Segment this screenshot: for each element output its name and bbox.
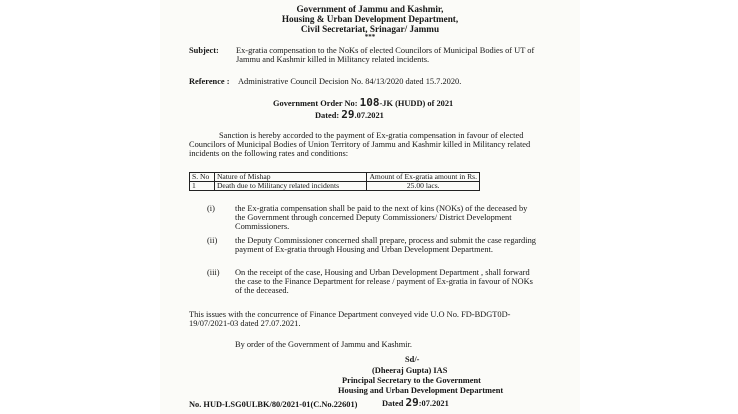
reference-text: Administrative Council Decision No. 84/13/2020 dated 15.7.2020. xyxy=(238,77,462,86)
footer-dated-label: Dated xyxy=(382,399,404,408)
condition-1-number: (i) xyxy=(207,204,215,213)
order-date-rest: .07.2021 xyxy=(354,111,384,120)
by-order-line: By order of the Government of Jammu and Kashmir. xyxy=(235,340,412,349)
table-row xyxy=(190,182,480,191)
signatory-title-1: Principal Secretary to the Government xyxy=(342,376,481,385)
footer-reference-number: No. HUD-LSG0ULBK/80/2021-01(C.No.22601) xyxy=(189,400,358,409)
subject-label: Subject: xyxy=(189,46,219,55)
order-date-handwritten: 29 xyxy=(341,108,355,121)
concurrence-paragraph: This issues with the concurrence of Finance Department conveyed vide U.O No. FD-BDGT0D-19/07/2021-03 dated 27.07.2021. xyxy=(189,310,511,329)
signatory-name: (Dheeraj Gupta) IAS xyxy=(372,366,448,375)
rates-table xyxy=(189,172,480,191)
subject-text: Ex-gratia compensation to the NoKs of elected Councilors of Municipal Bodies of UT of Jammu and Kashmir killed in Militancy related incidents. xyxy=(236,46,535,65)
table-cell: 1 xyxy=(190,182,215,191)
condition-1-text: the Ex-gratia compensation shall be paid to the next of kins (NOKs) of the deceased by the Government through concerned Deputy Commissioners/ District Development Commissioners. xyxy=(235,204,528,232)
footer-date-rest: :07.2021 xyxy=(418,399,449,408)
table-header-cell: S. No xyxy=(190,173,215,182)
footer-date-line xyxy=(382,396,449,409)
signature-sd: Sd/- xyxy=(405,355,420,364)
header-line-1: Government of Jammu and Kashmir, xyxy=(296,4,444,14)
condition-2-number: (ii) xyxy=(207,236,218,245)
order-date-line xyxy=(315,108,384,121)
document-page xyxy=(160,0,580,414)
condition-2-text: the Deputy Commissioner concerned shall prepare, process and submit the case regarding payment of Ex-gratia through Housing and Urban Development Department. xyxy=(235,236,536,255)
table-header-cell: Amount of Ex-gratia amount in Rs. xyxy=(367,173,480,182)
order-number-handwritten: 108 xyxy=(359,96,380,109)
header-ornament: *** xyxy=(364,33,376,41)
table-cell: 25.00 lacs. xyxy=(367,182,480,191)
signatory-title-2: Housing and Urban Development Department xyxy=(338,386,504,395)
condition-3-text: On the receipt of the case, Housing and Urban Development Department , shall forward the case to the Finance Department for release / payment of Ex-gratia in favour of NOKs of the deceased. xyxy=(235,268,533,296)
table-cell: Death due to Militancy related incidents xyxy=(214,182,367,191)
header-line-2: Housing & Urban Development Department, xyxy=(281,14,459,24)
order-prefix: Government Order No: xyxy=(273,99,358,108)
header-line-3: Civil Secretariat, Srinagar/ Jammu xyxy=(300,24,440,34)
table-header-cell: Nature of Mishap xyxy=(214,173,367,182)
reference-label: Reference : xyxy=(189,77,230,86)
condition-3-number: (iii) xyxy=(207,268,220,277)
sanction-paragraph: Sanction is hereby accorded to the payment of Ex-gratia compensation in favour of elected Councilors of Municipal Bodies of Union Territory of Jammu and Kashmir killed in Militancy related incidents on the following rates and conditions: xyxy=(189,131,531,159)
footer-date-handwritten: 29 xyxy=(405,396,419,409)
order-dated-label: Dated: xyxy=(315,111,340,120)
order-suffix: -JK (HUDD) of 2021 xyxy=(379,99,454,108)
